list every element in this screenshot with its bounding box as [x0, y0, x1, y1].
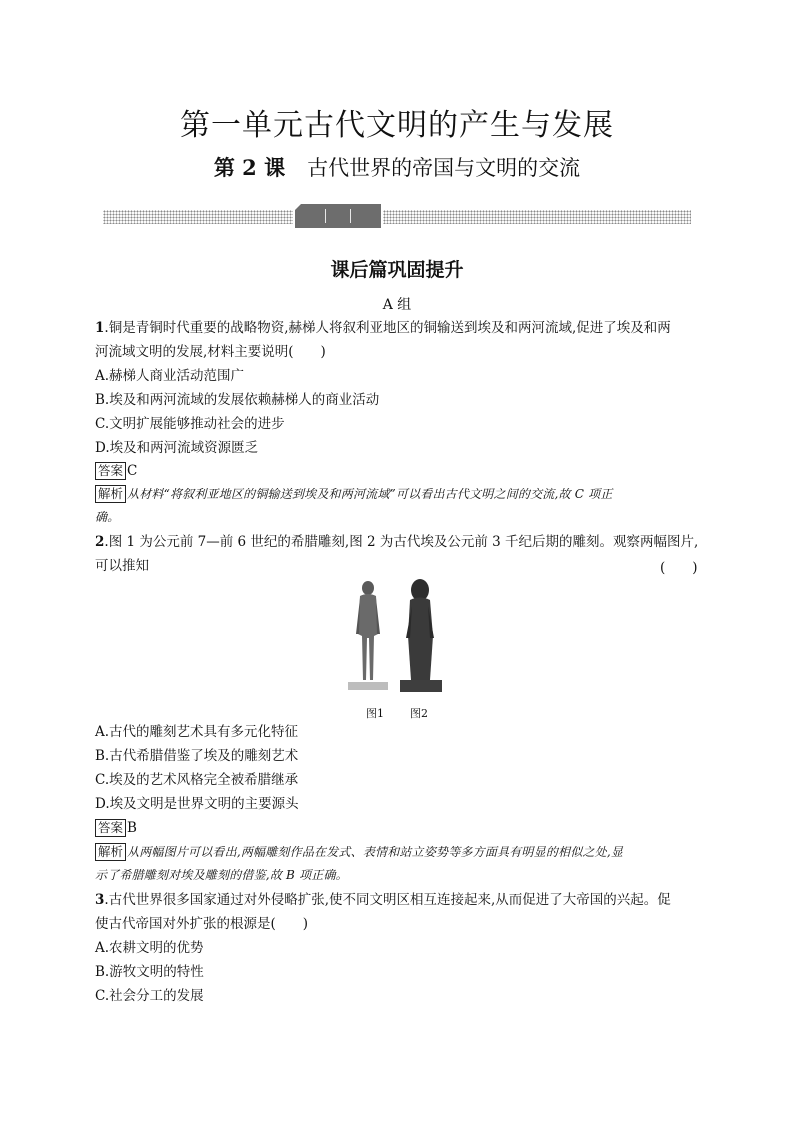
egyptian-statue-image	[400, 579, 442, 692]
lesson-name: 古代世界的帝国与文明的交流	[307, 156, 581, 180]
q2-stem-line1	[95, 532, 698, 552]
q1-option-b: B.埃及和两河流域的发展依赖赫梯人的商业活动	[95, 392, 380, 408]
q2-option-c: C.埃及的艺术风格完全被希腊继承	[95, 772, 299, 788]
q2-option-a: A.古代的雕刻艺术具有多元化特征	[95, 724, 299, 740]
explanation-label: 解析	[95, 485, 126, 503]
q3-option-b: B.游牧文明的特性	[95, 964, 204, 980]
greek-statue-image	[348, 581, 388, 690]
q3-stem-line2: 使古代帝国对外扩张的根源是( )	[95, 916, 309, 932]
figure2-caption: 图2	[410, 707, 428, 720]
banner-tab	[295, 204, 381, 228]
q3-stem-text1: .古代世界很多国家通过对外侵略扩张,使不同文明区相互连接起来,从而促进了大帝国的兴起。促	[104, 892, 671, 908]
q2-stem-text1: .图 1 为公元前 7—前 6 世纪的希腊雕刻,图 2 为古代埃及公元前 3 千纪后期的雕刻。观察两幅图片,	[104, 534, 699, 550]
q3-option-c: C.社会分工的发展	[95, 988, 204, 1004]
q3-stem-line1	[95, 890, 671, 910]
statue-figures	[340, 576, 448, 696]
tab-divider	[350, 209, 351, 223]
q1-answer	[95, 461, 137, 481]
statue-illustration	[340, 576, 448, 696]
q1-stem-line2: 河流域文明的发展,材料主要说明( )	[95, 344, 326, 360]
decorative-banner	[103, 204, 691, 228]
q2-explanation-line2	[95, 865, 348, 885]
lesson-title	[0, 152, 794, 182]
q2-answer	[95, 818, 137, 838]
group-title: A 组	[382, 297, 412, 313]
q1-stem-text1: .铜是青铜时代重要的战略物资,赫梯人将叙利亚地区的铜输送到埃及和两河流域,促进了埃及和两	[104, 320, 671, 336]
q1-explanation-line2	[95, 507, 119, 527]
q1-explanation-text1: 从材料“将叙利亚地区的铜输送到埃及和两河流域”可以看出古代文明之间的交流,故 C 项正	[127, 487, 613, 501]
answer-label: 答案	[95, 462, 126, 480]
q2-explanation-text2: 示了希腊雕刻对埃及雕刻的借鉴,故 B 项正确。	[95, 868, 348, 882]
q1-explanation-text2: 确。	[95, 510, 120, 524]
q2-explanation-line1	[95, 842, 623, 862]
section-title: 课后篇巩固提升	[330, 259, 464, 281]
q2-stem-line2: 可以推知	[95, 558, 149, 574]
q3-option-a: A.农耕文明的优势	[95, 940, 204, 956]
tab-divider	[325, 209, 326, 223]
q2-option-b: B.古代希腊借鉴了埃及的雕刻艺术	[95, 748, 299, 764]
q1-option-d: D.埃及和两河流域资源匮乏	[95, 440, 259, 456]
dotted-band-right	[383, 210, 691, 224]
q1-option-c: C.文明扩展能够推动社会的进步	[95, 416, 285, 432]
q1-explanation-line1	[95, 484, 613, 504]
lesson-number: 第 2 课	[213, 155, 286, 180]
q1-stem-line1	[95, 318, 671, 338]
figure1-caption: 图1	[366, 707, 384, 720]
q2-option-d: D.埃及文明是世界文明的主要源头	[95, 796, 299, 812]
explanation-label: 解析	[95, 843, 126, 861]
q1-answer-value: C	[127, 463, 138, 479]
q1-option-a: A.赫梯人商业活动范围广	[95, 368, 245, 384]
q2-answer-paren: ( )	[660, 560, 698, 576]
q2-number: 2	[95, 534, 105, 550]
q2-explanation-text1: 从两幅图片可以看出,两幅雕刻作品在发式、表情和站立姿势等多方面具有明显的相似之处,显	[127, 845, 624, 859]
q3-number: 3	[95, 892, 105, 908]
unit-title: 第一单元古代文明的产生与发展	[180, 108, 614, 143]
q2-answer-value: B	[127, 820, 137, 836]
q1-number: 1	[95, 320, 105, 336]
dotted-band-left	[103, 210, 293, 224]
answer-label: 答案	[95, 819, 126, 837]
